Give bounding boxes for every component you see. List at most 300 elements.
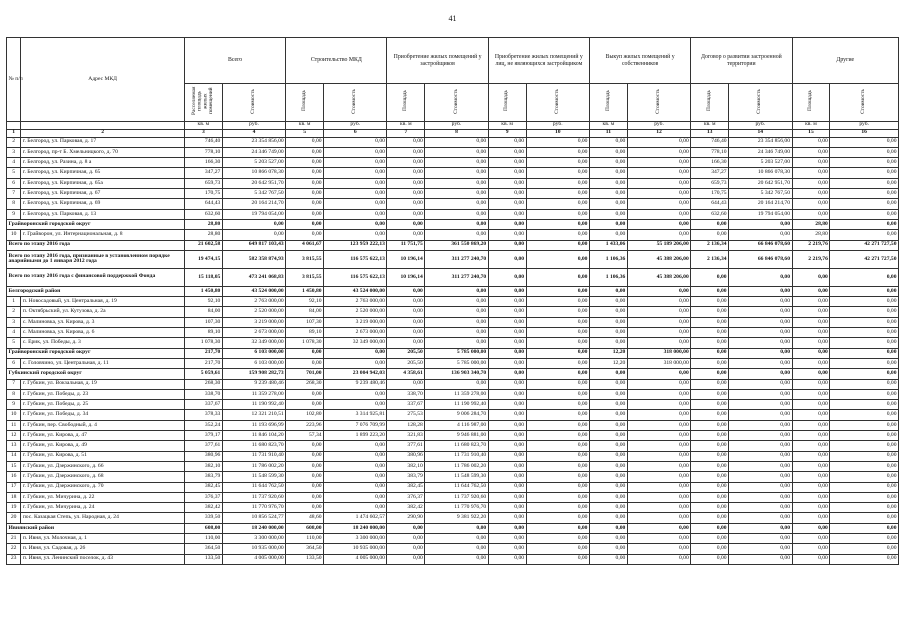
value-cell: 0,00	[830, 230, 899, 240]
value-cell: 0,00	[589, 389, 627, 399]
value-cell: 11 190 992,40	[425, 400, 488, 410]
value-cell: 19 794 054,00	[729, 209, 792, 219]
section-title: Всего по этапу 2016 года, признанные в установленном порядке аварийными до 1 января 2012 года	[7, 250, 185, 268]
value-cell: 0,00	[691, 533, 729, 543]
row-number: 15	[7, 461, 21, 471]
value-cell: 473 241 068,83	[222, 268, 285, 286]
header-units-row	[7, 121, 899, 129]
address-cell: с. Малиновка, ул. Кирова, д. 3	[21, 317, 185, 327]
row-number: 8	[7, 199, 21, 209]
value-cell: 0,00	[691, 420, 729, 430]
value-cell: 0,00	[691, 441, 729, 451]
value-cell: 364,50	[184, 544, 222, 554]
value-cell: 166,30	[184, 158, 222, 168]
header-group-other: Другие	[792, 38, 898, 84]
value-cell: 5 342 767,50	[729, 189, 792, 199]
column-number: 1	[7, 129, 21, 137]
value-cell: 0,00	[627, 137, 690, 147]
value-cell: 0,00	[387, 230, 425, 240]
value-cell: 11 359 278,00	[222, 389, 285, 399]
address-cell: г. Губкин, ул. Победы, д. 25	[21, 400, 185, 410]
value-cell: 0,00	[488, 240, 526, 250]
value-cell: 0,00	[324, 147, 387, 157]
value-cell: 0,00	[792, 168, 830, 178]
value-cell: 0,00	[324, 441, 387, 451]
value-cell: 0,00	[425, 554, 488, 564]
row-number: 7	[7, 189, 21, 199]
value-cell: 9 381 922,20	[425, 513, 488, 523]
row-number: 21	[7, 533, 21, 543]
value-cell: 0,00	[589, 369, 627, 379]
value-cell: 0,00	[792, 379, 830, 389]
value-cell: 0,00	[387, 533, 425, 543]
value-cell: 632,60	[691, 209, 729, 219]
value-cell: 701,00	[286, 369, 324, 379]
value-cell: 337,67	[184, 400, 222, 410]
value-cell: 5 785 000,00	[425, 348, 488, 358]
section-title: Всего по этапу 2016 года	[7, 240, 185, 250]
value-cell: 0,00	[526, 286, 589, 296]
value-cell: 0,00	[792, 554, 830, 564]
value-cell: 0,00	[526, 533, 589, 543]
value-cell: 0,00	[830, 379, 899, 389]
value-cell: 746,40	[184, 137, 222, 147]
value-cell: 0,00	[691, 451, 729, 461]
value-cell: 311 277 240,70	[425, 250, 488, 268]
row-number: 8	[7, 389, 21, 399]
value-cell: 0,00	[830, 178, 899, 188]
value-cell: 0,00	[488, 250, 526, 268]
value-cell: 0,00	[488, 513, 526, 523]
value-cell: 116 575 622,13	[324, 268, 387, 286]
value-cell: 107,30	[184, 317, 222, 327]
value-cell: 28,80	[792, 219, 830, 229]
value-cell: 0,00	[589, 297, 627, 307]
section-title: Грайворонский городской округ	[7, 219, 185, 229]
address-cell: п. Октябрьский, ул. Кутузова, д. 2а	[21, 307, 185, 317]
value-cell: 0,00	[627, 451, 690, 461]
value-cell: 0,00	[729, 523, 792, 533]
value-cell: 361 550 869,20	[425, 240, 488, 250]
value-cell: 0,00	[387, 338, 425, 348]
value-cell: 0,00	[286, 492, 324, 502]
value-cell: 0,00	[488, 189, 526, 199]
value-cell: 0,00	[627, 297, 690, 307]
value-cell: 0,00	[691, 482, 729, 492]
value-cell: 644,43	[184, 199, 222, 209]
value-cell: 0,00	[729, 348, 792, 358]
value-cell: 32 349 000,00	[324, 338, 387, 348]
value-cell: 0,00	[324, 503, 387, 513]
value-cell: 0,00	[792, 533, 830, 543]
value-cell: 0,00	[387, 523, 425, 533]
value-cell: 0,00	[627, 209, 690, 219]
value-cell: 217,70	[184, 348, 222, 358]
value-cell: 0,00	[526, 513, 589, 523]
value-cell: 133,50	[184, 554, 222, 564]
value-cell: 0,00	[792, 544, 830, 554]
value-cell: 28,80	[184, 230, 222, 240]
row-number: 2	[7, 137, 21, 147]
row-number: 4	[7, 158, 21, 168]
table-row	[7, 451, 899, 461]
value-cell: 0,00	[792, 178, 830, 188]
value-cell: 0,00	[324, 219, 387, 229]
value-cell: 3 815,55	[286, 250, 324, 268]
value-cell: 0,00	[627, 338, 690, 348]
value-cell: 217,70	[184, 358, 222, 368]
column-number: 7	[387, 129, 425, 137]
value-cell: 0,00	[627, 230, 690, 240]
value-cell: 0,00	[425, 199, 488, 209]
value-cell: 0,00	[792, 297, 830, 307]
value-cell: 0,00	[526, 369, 589, 379]
value-cell: 0,00	[526, 199, 589, 209]
row-number: 22	[7, 544, 21, 554]
value-cell: 110,00	[184, 533, 222, 543]
value-cell: 12,20	[589, 358, 627, 368]
value-cell: 2 763 000,00	[222, 297, 285, 307]
value-cell: 0,00	[627, 307, 690, 317]
value-cell: 0,00	[526, 250, 589, 268]
value-cell: 0,00	[488, 209, 526, 219]
value-cell: 0,00	[488, 219, 526, 229]
value-cell: 89,10	[184, 328, 222, 338]
value-cell: 0,00	[286, 219, 324, 229]
value-cell: 0,00	[488, 523, 526, 533]
value-cell: 0,00	[729, 230, 792, 240]
value-cell: 0,00	[830, 420, 899, 430]
value-cell: 0,00	[691, 554, 729, 564]
value-cell: 0,00	[830, 297, 899, 307]
value-cell: 11 644 762,50	[222, 482, 285, 492]
value-cell: 0,00	[589, 544, 627, 554]
value-cell: 0,00	[792, 338, 830, 348]
value-cell: 0,00	[729, 461, 792, 471]
value-cell: 0,00	[830, 513, 899, 523]
value-cell: 0,00	[387, 317, 425, 327]
value-cell: 0,00	[691, 389, 729, 399]
value-cell: 0,00	[589, 189, 627, 199]
value-cell: 0,00	[286, 178, 324, 188]
value-cell: 0,00	[627, 199, 690, 209]
value-cell: 84,00	[286, 307, 324, 317]
value-cell: 0,00	[589, 472, 627, 482]
value-cell: 382,45	[387, 482, 425, 492]
value-cell: 0,00	[627, 482, 690, 492]
row-number: 10	[7, 410, 21, 420]
row-number: 9	[7, 209, 21, 219]
table-row	[7, 338, 899, 348]
value-cell: 0,00	[286, 503, 324, 513]
value-cell: 0,00	[830, 400, 899, 410]
row-number: 12	[7, 431, 21, 441]
value-cell: 0,00	[691, 544, 729, 554]
header-sub-area: Площадь	[792, 84, 830, 122]
value-cell: 321,83	[387, 431, 425, 441]
value-cell: 0,00	[526, 389, 589, 399]
value-cell: 0,00	[526, 410, 589, 420]
value-cell: 0,00	[729, 544, 792, 554]
value-cell: 0,00	[488, 441, 526, 451]
value-cell: 1 474 602,57	[324, 513, 387, 523]
value-cell: 1 106,36	[589, 250, 627, 268]
value-cell: 0,00	[729, 400, 792, 410]
value-cell: 0,00	[488, 379, 526, 389]
value-cell: 10 196,14	[387, 268, 425, 286]
value-cell: 0,00	[526, 268, 589, 286]
table-row	[7, 168, 899, 178]
value-cell: 0,00	[387, 168, 425, 178]
value-cell: 136 903 340,70	[425, 369, 488, 379]
value-cell: 347,27	[691, 168, 729, 178]
table-section-row	[7, 250, 899, 268]
row-number: 18	[7, 492, 21, 502]
value-cell: 0,00	[830, 523, 899, 533]
table-row	[7, 492, 899, 502]
value-cell: 0,00	[792, 358, 830, 368]
value-cell: 0,00	[589, 158, 627, 168]
table-row	[7, 178, 899, 188]
value-cell: 0,00	[387, 554, 425, 564]
column-number: 11	[589, 129, 627, 137]
value-cell: 0,00	[627, 178, 690, 188]
address-cell: п. Ивня, ул. Ленинский поселок, д. 43	[21, 554, 185, 564]
address-cell: г. Белгород, ул. Кирпичная, д. 69	[21, 199, 185, 209]
value-cell: 0,00	[729, 513, 792, 523]
row-number: 13	[7, 441, 21, 451]
value-cell: 1 899 223,20	[324, 431, 387, 441]
table-row	[7, 389, 899, 399]
value-cell: 0,00	[324, 199, 387, 209]
value-cell: 0,00	[589, 492, 627, 502]
address-cell: п. Новосадовый, ул. Центральная, д. 19	[21, 297, 185, 307]
value-cell: 12,20	[589, 348, 627, 358]
value-cell: 23 004 942,03	[324, 369, 387, 379]
table-row	[7, 533, 899, 543]
value-cell: 0,00	[425, 379, 488, 389]
row-number: 7	[7, 379, 21, 389]
value-cell: 0,00	[488, 230, 526, 240]
value-cell: 0,00	[830, 268, 899, 286]
value-cell: 0,00	[425, 158, 488, 168]
value-cell: 0,00	[324, 348, 387, 358]
value-cell: 0,00	[830, 338, 899, 348]
value-cell: 0,00	[729, 317, 792, 327]
value-cell: 0,00	[729, 420, 792, 430]
header-sub-cost: Стоимость	[526, 84, 589, 122]
header-sub-area: Расселяемая площадь жилых помещений	[184, 84, 222, 122]
value-cell: 0,00	[691, 219, 729, 229]
value-cell: 0,00	[691, 230, 729, 240]
value-cell: 0,00	[324, 358, 387, 368]
table-row	[7, 307, 899, 317]
value-cell: 0,00	[526, 137, 589, 147]
address-cell: г. Белгород, ул. Кирпичная, д. 65а	[21, 178, 185, 188]
value-cell: 0,00	[488, 178, 526, 188]
row-number: 5	[7, 168, 21, 178]
value-cell: 0,00	[792, 286, 830, 296]
value-cell: 170,75	[691, 189, 729, 199]
value-cell: 0,00	[425, 137, 488, 147]
table-row	[7, 431, 899, 441]
value-cell: 10 866 078,30	[729, 168, 792, 178]
address-cell: с. Головчино, ул. Центральная, д. 11	[21, 358, 185, 368]
value-cell: 0,00	[729, 379, 792, 389]
value-cell: 110,00	[286, 533, 324, 543]
value-cell: 0,00	[792, 513, 830, 523]
table-body	[7, 137, 899, 564]
value-cell: 0,00	[792, 441, 830, 451]
value-cell: 0,00	[589, 230, 627, 240]
value-cell: 0,00	[387, 199, 425, 209]
value-cell: 0,00	[526, 307, 589, 317]
value-cell: 11 731 910,40	[222, 451, 285, 461]
value-cell: 19 474,15	[184, 250, 222, 268]
table-section-row	[7, 219, 899, 229]
value-cell: 382,45	[184, 482, 222, 492]
value-cell: 66 846 078,60	[729, 250, 792, 268]
value-cell: 123 959 222,13	[324, 240, 387, 250]
value-cell: 0,00	[830, 482, 899, 492]
value-cell: 0,00	[729, 358, 792, 368]
value-cell: 11 846 104,20	[222, 431, 285, 441]
value-cell: 0,00	[526, 503, 589, 513]
value-cell: 644,43	[691, 199, 729, 209]
value-cell: 11 193 696,99	[222, 420, 285, 430]
value-cell: 0,00	[830, 472, 899, 482]
value-cell: 0,00	[425, 219, 488, 229]
address-cell: г. Грайворон, ул. Интернациональная, д. 8	[21, 230, 185, 240]
value-cell: 0,00	[627, 533, 690, 543]
value-cell: 0,00	[526, 554, 589, 564]
value-cell: 0,00	[589, 410, 627, 420]
value-cell: 0,00	[627, 158, 690, 168]
value-cell: 0,00	[425, 297, 488, 307]
value-cell: 0,00	[691, 317, 729, 327]
header-sub-area: Площадь	[286, 84, 324, 122]
value-cell: 9 239 480,46	[222, 379, 285, 389]
value-cell: 11 644 762,50	[425, 482, 488, 492]
value-cell: 23 354 856,00	[729, 137, 792, 147]
value-cell: 55 189 206,00	[627, 240, 690, 250]
value-cell: 0,00	[286, 137, 324, 147]
value-cell: 11 737 920,60	[222, 492, 285, 502]
value-cell: 0,00	[691, 297, 729, 307]
value-cell: 0,00	[286, 441, 324, 451]
unit-cost: руб.	[830, 121, 899, 129]
row-number: 11	[7, 420, 21, 430]
value-cell: 9 946 881,00	[425, 431, 488, 441]
value-cell: 0,00	[488, 503, 526, 513]
value-cell: 0,00	[324, 492, 387, 502]
table-row	[7, 482, 899, 492]
header-sub-area: Площадь	[387, 84, 425, 122]
value-cell: 0,00	[526, 178, 589, 188]
value-cell: 0,00	[286, 189, 324, 199]
value-cell: 15 118,05	[184, 268, 222, 286]
value-cell: 0,00	[792, 420, 830, 430]
value-cell: 0,00	[488, 554, 526, 564]
value-cell: 2 673 000,00	[324, 328, 387, 338]
value-cell: 0,00	[729, 441, 792, 451]
address-cell: г. Белгород, ул. Парковая, д. 17	[21, 137, 185, 147]
value-cell: 11 737 920,60	[425, 492, 488, 502]
value-cell: 383,79	[184, 472, 222, 482]
unit-area: кв. м	[792, 121, 830, 129]
table-row	[7, 158, 899, 168]
column-number: 16	[830, 129, 899, 137]
value-cell: 0,00	[589, 420, 627, 430]
value-cell: 2 136,34	[691, 240, 729, 250]
value-cell: 45 388 206,00	[627, 268, 690, 286]
value-cell: 4 005 000,00	[222, 554, 285, 564]
value-cell: 0,00	[830, 503, 899, 513]
value-cell: 0,00	[729, 410, 792, 420]
value-cell: 0,00	[526, 317, 589, 327]
value-cell: 0,00	[526, 523, 589, 533]
value-cell: 128,28	[387, 420, 425, 430]
value-cell: 0,00	[792, 147, 830, 157]
value-cell: 0,00	[627, 410, 690, 420]
value-cell: 0,00	[526, 297, 589, 307]
column-number: 4	[222, 129, 285, 137]
value-cell: 0,00	[691, 268, 729, 286]
value-cell: 0,00	[425, 147, 488, 157]
value-cell: 0,00	[488, 348, 526, 358]
header-group-developer-purchase: Приобретение жилых помещений у застройщиков	[387, 38, 488, 84]
value-cell: 0,00	[387, 137, 425, 147]
value-cell: 379,17	[184, 431, 222, 441]
table-row	[7, 461, 899, 471]
value-cell: 11 190 992,40	[222, 400, 285, 410]
value-cell: 21 602,58	[184, 240, 222, 250]
value-cell: 66 846 078,60	[729, 240, 792, 250]
value-cell: 0,00	[830, 348, 899, 358]
row-number: 17	[7, 482, 21, 492]
value-cell: 18 240 000,00	[222, 523, 285, 533]
header-sub-cost: Стоимость	[425, 84, 488, 122]
value-cell: 12 321 210,51	[222, 410, 285, 420]
value-cell: 0,00	[589, 209, 627, 219]
value-cell: 0,00	[792, 523, 830, 533]
units-blank	[21, 121, 185, 129]
value-cell: 24 346 749,00	[222, 147, 285, 157]
value-cell: 0,00	[691, 472, 729, 482]
row-number: 1	[7, 297, 21, 307]
address-cell: г. Губкин, ул. Кирова, д. 47	[21, 431, 185, 441]
unit-area: кв. м	[691, 121, 729, 129]
table-row	[7, 503, 899, 513]
value-cell: 57,34	[286, 431, 324, 441]
value-cell: 11 548 599,30	[425, 472, 488, 482]
unit-cost: руб.	[324, 121, 387, 129]
value-cell: 116 575 622,13	[324, 250, 387, 268]
value-cell: 0,00	[792, 199, 830, 209]
value-cell: 0,00	[729, 482, 792, 492]
value-cell: 6 103 000,00	[222, 348, 285, 358]
value-cell: 0,00	[324, 178, 387, 188]
table-row	[7, 137, 899, 147]
header-group-total: Всего	[184, 38, 285, 84]
table-row	[7, 420, 899, 430]
value-cell: 0,00	[222, 230, 285, 240]
value-cell: 20 642 951,70	[222, 178, 285, 188]
value-cell: 0,00	[830, 554, 899, 564]
value-cell: 205,50	[387, 348, 425, 358]
row-number: 19	[7, 503, 21, 513]
table-row	[7, 147, 899, 157]
